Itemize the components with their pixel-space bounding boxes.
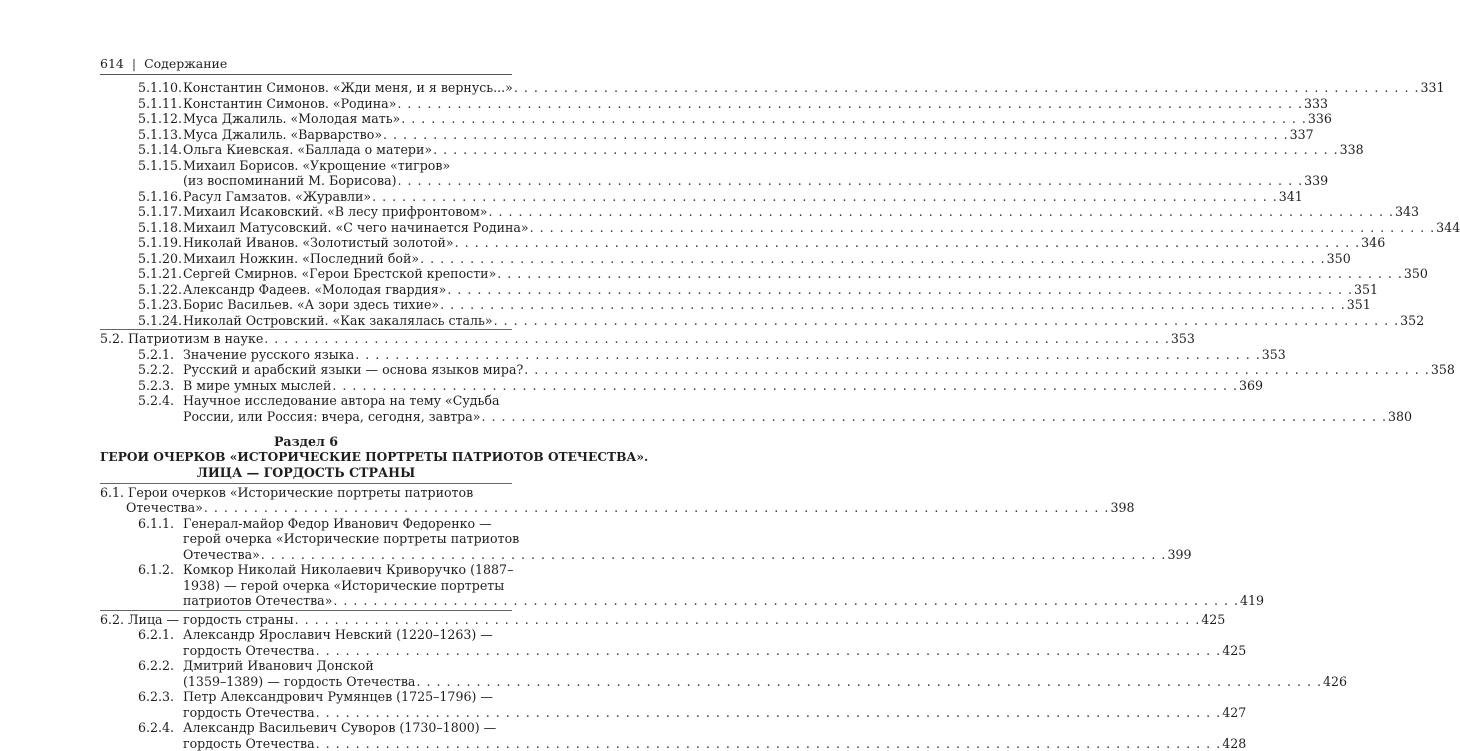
toc-entry xyxy=(100,720,512,751)
entry-page: 353 xyxy=(1171,331,1195,347)
entry-page: 351 xyxy=(1354,282,1378,298)
leader-dots xyxy=(433,142,1339,158)
toc-entry xyxy=(100,96,512,112)
entry-title-line: Отечества» xyxy=(183,547,260,563)
entry-title: 5.2. Патриотизм в науке xyxy=(100,331,263,347)
toc-entry xyxy=(100,658,512,689)
entry-title-line: гордость Отечества xyxy=(183,705,315,721)
toc-entry xyxy=(100,282,512,298)
entry-number: 5.1.16. xyxy=(100,189,183,205)
entry-page: 331 xyxy=(1420,80,1444,96)
toc-entry xyxy=(100,142,512,158)
entry-title: Михаил Исаковский. «В лесу прифронтовом» xyxy=(183,204,487,220)
entry-title: В мире умных мыслей xyxy=(183,378,331,394)
toc-entry xyxy=(100,516,512,563)
section-title-line: ГЕРОИ ОЧЕРКОВ «ИСТОРИЧЕСКИЕ ПОРТРЕТЫ ПАТРИОТОВ ОТЕЧЕСТВА». xyxy=(100,450,512,466)
toc-entry xyxy=(100,266,512,282)
toc-entry xyxy=(100,80,512,96)
entry-number: 5.2.1. xyxy=(100,347,183,363)
entry-title: Сергей Смирнов. «Герои Брестской крепости» xyxy=(183,266,496,282)
entry-number: 5.1.23. xyxy=(100,297,183,313)
toc-entry xyxy=(100,220,512,236)
entry-title-line: Дмитрий Иванович Донской xyxy=(183,658,1347,674)
entry-page: 350 xyxy=(1404,266,1428,282)
entry-number: 5.1.21. xyxy=(100,266,183,282)
entry-title: Значение русского языка xyxy=(183,347,354,363)
entry-title-line: Комкор Николай Николаевич Криворучко (1887– xyxy=(183,562,1264,578)
entry-number: 5.1.13. xyxy=(100,127,183,143)
entry-title: Константин Симонов. «Родина» xyxy=(183,96,396,112)
entry-page: 350 xyxy=(1327,251,1351,267)
leader-dots xyxy=(398,173,1304,189)
entry-number: 5.1.12. xyxy=(100,111,183,127)
entry-number: 5.2.4. xyxy=(100,393,183,424)
leader-dots xyxy=(494,313,1400,329)
leader-dots xyxy=(264,331,1170,347)
toc-entry xyxy=(100,562,512,609)
entry-title: Муса Джалиль. «Молодая мать» xyxy=(183,111,400,127)
entry-page: 337 xyxy=(1290,127,1314,143)
entry-page: 399 xyxy=(1167,547,1191,563)
entry-page: 341 xyxy=(1279,189,1303,205)
entry-title-line: (1359–1389) — гордость Отечества xyxy=(183,674,415,690)
entry-number: 5.1.11. xyxy=(100,96,183,112)
entry-title-line: 1938) — герой очерка «Исторические портреты xyxy=(183,578,1264,594)
entry-number: 5.1.14. xyxy=(100,142,183,158)
entry-title: Муса Джалиль. «Варварство» xyxy=(183,127,382,143)
divider xyxy=(100,610,512,611)
entry-number: 5.1.20. xyxy=(100,251,183,267)
entry-number: 6.1.1. xyxy=(100,516,183,563)
entry-number: 5.1.17. xyxy=(100,204,183,220)
entry-title-line: Генерал-майор Федор Иванович Федоренко — xyxy=(183,516,1191,532)
entry-page: 333 xyxy=(1304,96,1328,112)
leader-dots xyxy=(530,220,1436,236)
entry-page: 425 xyxy=(1222,643,1246,659)
leader-dots xyxy=(440,297,1346,313)
toc-entry xyxy=(100,158,512,189)
entry-number: 5.1.15. xyxy=(100,158,183,189)
toc-entry xyxy=(100,297,512,313)
leader-dots xyxy=(372,189,1278,205)
entry-page: 338 xyxy=(1340,142,1364,158)
entry-number: 6.2.1. xyxy=(100,627,183,658)
leader-dots xyxy=(497,266,1403,282)
leader-dots xyxy=(416,674,1322,690)
entry-title: Ольга Киевская. «Баллада о матери» xyxy=(183,142,432,158)
leader-dots xyxy=(316,736,1222,751)
running-header xyxy=(100,56,512,71)
entry-title: Борис Васильев. «А зори здесь тихие» xyxy=(183,297,439,313)
entry-title-line: гордость Отечества xyxy=(183,643,315,659)
entry-page: 358 xyxy=(1431,362,1455,378)
leader-dots xyxy=(332,378,1238,394)
divider xyxy=(100,483,512,484)
toc-entry xyxy=(100,235,512,251)
entry-number: 5.1.10. xyxy=(100,80,183,96)
leader-dots xyxy=(481,409,1387,425)
leader-dots xyxy=(514,80,1420,96)
toc-entry xyxy=(100,347,512,363)
entry-page: 428 xyxy=(1222,736,1246,751)
leader-dots xyxy=(524,362,1430,378)
entry-number: 5.1.22. xyxy=(100,282,183,298)
entry-page: 346 xyxy=(1361,235,1385,251)
toc-entry xyxy=(100,204,512,220)
header-separator: | xyxy=(132,56,136,71)
header-title: Содержание xyxy=(144,56,227,71)
header-rule xyxy=(100,74,512,75)
table-of-contents xyxy=(100,80,512,751)
entry-title-line: гордость Отечества xyxy=(183,736,315,751)
leader-dots xyxy=(401,111,1307,127)
entry-title-line: Михаил Борисов. «Укрощение «тигров» xyxy=(183,158,1328,174)
entry-number: 5.1.24. xyxy=(100,313,183,329)
leader-dots xyxy=(295,612,1201,628)
entry-title: Русский и арабский языки — основа языков мира? xyxy=(183,362,523,378)
entry-page: 351 xyxy=(1347,297,1371,313)
entry-title: 6.2. Лица — гордость страны xyxy=(100,612,294,628)
entry-title-line: Отечества» xyxy=(126,500,203,516)
toc-section-entry xyxy=(100,612,512,628)
entry-title-line: Научное исследование автора на тему «Судьба xyxy=(183,393,1412,409)
entry-title: Михаил Ножкин. «Последний бой» xyxy=(183,251,419,267)
entry-page: 344 xyxy=(1436,220,1460,236)
entry-title-line: Александр Васильевич Суворов (1730–1800) — xyxy=(183,720,1246,736)
divider xyxy=(100,329,512,330)
entry-number: 6.2.2. xyxy=(100,658,183,689)
section-heading xyxy=(100,434,512,481)
entry-number: 5.2.3. xyxy=(100,378,183,394)
entry-title-line: герой очерка «Исторические портреты патриотов xyxy=(183,531,1191,547)
leader-dots xyxy=(383,127,1289,143)
toc-entry xyxy=(100,127,512,143)
toc-section-entry xyxy=(100,485,512,516)
entry-page: 369 xyxy=(1239,378,1263,394)
entry-title: Александр Фадеев. «Молодая гвардия» xyxy=(183,282,446,298)
toc-entry xyxy=(100,362,512,378)
entry-number: 6.2.4. xyxy=(100,720,183,751)
entry-page: 398 xyxy=(1110,500,1134,516)
entry-title: Николай Иванов. «Золотистый золотой» xyxy=(183,235,454,251)
entry-number: 5.1.19. xyxy=(100,235,183,251)
entry-title: Константин Симонов. «Жди меня, и я вернусь...» xyxy=(183,80,513,96)
entry-title-line: патриотов Отечества» xyxy=(183,593,332,609)
entry-page: 427 xyxy=(1222,705,1246,721)
section-title-line: ЛИЦА — ГОРДОСТЬ СТРАНЫ xyxy=(100,465,512,481)
entry-page: 352 xyxy=(1400,313,1424,329)
entry-page: 426 xyxy=(1323,674,1347,690)
leader-dots xyxy=(316,705,1222,721)
entry-page: 425 xyxy=(1201,612,1225,628)
leader-dots xyxy=(333,593,1239,609)
section-label: Раздел 6 xyxy=(100,434,512,450)
entry-page: 343 xyxy=(1395,204,1419,220)
entry-title-line: Александр Ярославич Невский (1220–1263) — xyxy=(183,627,1246,643)
leader-dots xyxy=(261,547,1167,563)
entry-number: 5.1.18. xyxy=(100,220,183,236)
leader-dots xyxy=(355,347,1261,363)
toc-section-entry xyxy=(100,331,512,347)
toc-entry xyxy=(100,251,512,267)
leader-dots xyxy=(204,500,1110,516)
entry-page: 419 xyxy=(1240,593,1264,609)
entry-page: 336 xyxy=(1308,111,1332,127)
leader-dots xyxy=(455,235,1361,251)
leader-dots xyxy=(447,282,1353,298)
entry-title: Михаил Матусовский. «С чего начинается Родина» xyxy=(183,220,529,236)
toc-entry xyxy=(100,111,512,127)
entry-number: 6.1.2. xyxy=(100,562,183,609)
entry-title-line: (из воспоминаний М. Борисова) xyxy=(183,173,397,189)
entry-title: Николай Островский. «Как закалялась сталь» xyxy=(183,313,493,329)
entry-title: Расул Гамзатов. «Журавли» xyxy=(183,189,371,205)
entry-title-line: Петр Александрович Румянцев (1725–1796) — xyxy=(183,689,1246,705)
leader-dots xyxy=(420,251,1326,267)
toc-entry xyxy=(100,689,512,720)
toc-entry xyxy=(100,393,512,424)
toc-entry xyxy=(100,627,512,658)
entry-page: 353 xyxy=(1262,347,1286,363)
toc-entry xyxy=(100,189,512,205)
leader-dots xyxy=(488,204,1394,220)
toc-entry xyxy=(100,313,512,329)
entry-page: 380 xyxy=(1388,409,1412,425)
toc-entry xyxy=(100,378,512,394)
leader-dots xyxy=(397,96,1303,112)
page-number: 614 xyxy=(100,56,124,71)
entry-title-line: России, или Россия: вчера, сегодня, завтра» xyxy=(183,409,480,425)
leader-dots xyxy=(316,643,1222,659)
entry-page: 339 xyxy=(1304,173,1328,189)
entry-number: 5.2.2. xyxy=(100,362,183,378)
entry-title-line: 6.1. Герои очерков «Исторические портреты патриотов xyxy=(100,485,1134,501)
entry-number: 6.2.3. xyxy=(100,689,183,720)
